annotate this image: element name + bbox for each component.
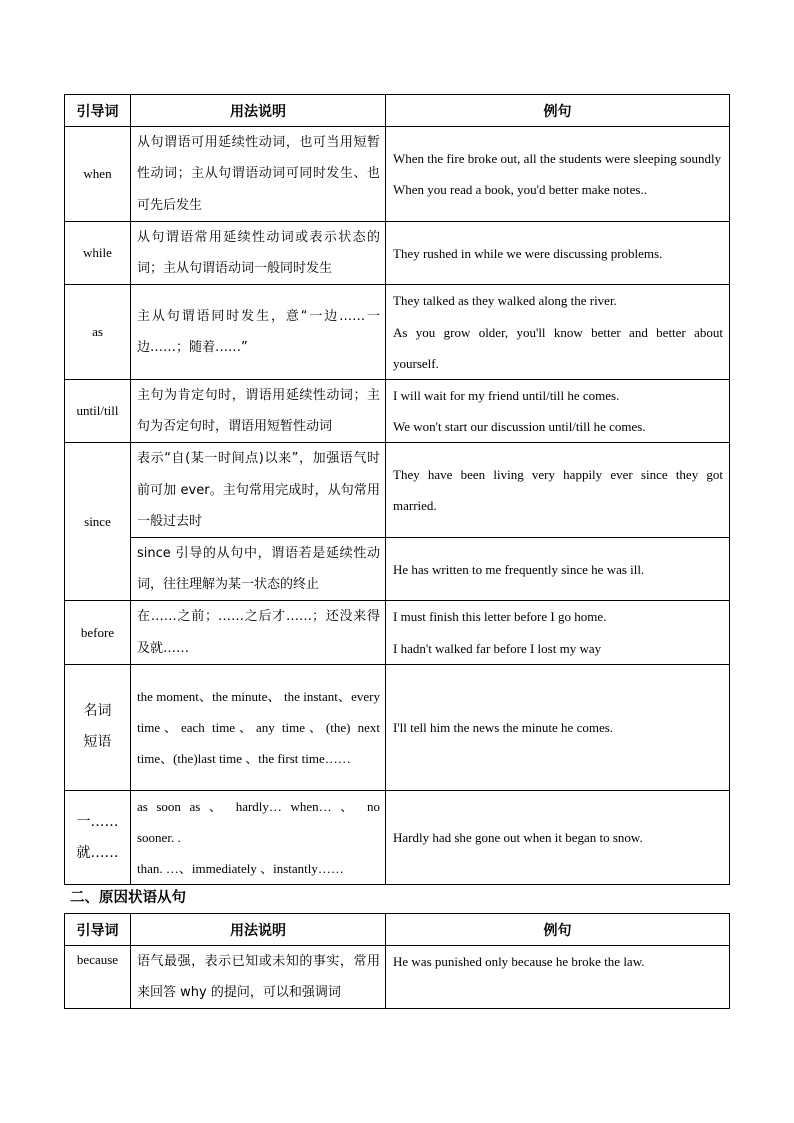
table-row <box>65 127 730 222</box>
example-sentence: He has written to me frequently since he was ill. <box>393 561 645 577</box>
usage-line: sooner. . <box>137 830 181 846</box>
example-cell <box>386 538 730 601</box>
table-row <box>65 285 730 380</box>
table-header-row <box>65 95 730 127</box>
word-cell: since <box>65 443 131 601</box>
usage-cell: 从句谓语可用延续性动词，也可当用短暂性动词；主从句谓语动词可同时发生、也可先后发生 <box>131 127 386 222</box>
conjunction-table-time <box>64 94 730 885</box>
word-cell: before <box>65 601 131 664</box>
usage-line: than. …、immediately 、instantly…… <box>137 861 344 877</box>
example-sentence: Hardly had she gone out when it began to snow. <box>393 830 643 846</box>
example-sentence: When the fire broke out, all the students were sleeping soundly <box>393 150 722 166</box>
example-sentence: I'll tell him the news the minute he comes. <box>393 719 614 735</box>
word-line: 短语 <box>83 734 112 751</box>
example-cell <box>386 222 730 285</box>
conjunction-table-reason <box>64 913 730 1009</box>
example-sentence: They rushed in while we were discussing problems. <box>393 245 663 261</box>
example-cell <box>386 790 730 885</box>
word-cell <box>65 664 131 790</box>
example-cell <box>386 601 730 664</box>
example-sentence: He was punished only because he broke the law. <box>393 954 645 969</box>
word-cell <box>65 790 131 885</box>
word-line: 一…… <box>76 813 119 830</box>
table-row <box>65 946 730 1009</box>
table-row <box>65 222 730 285</box>
usage-cell: 语气最强，表示已知或未知的事实，常用来回答 why 的提问，可以和强调词 <box>131 946 386 1009</box>
example-sentence: They have been living very happily ever since they got married. <box>393 467 723 514</box>
usage-cell: 主从句谓语同时发生，意“一边……一边……；随着……” <box>131 285 386 380</box>
word-cell: because <box>65 946 131 1009</box>
header-example: 例句 <box>386 914 730 946</box>
table-row <box>65 601 730 664</box>
word-cell: until/till <box>65 380 131 443</box>
example-cell <box>386 380 730 443</box>
table-row <box>65 664 730 790</box>
table-row <box>65 790 730 885</box>
usage-cell: the moment、the minute、 the instant、every time、each time、any time、(the) next time、(the)last time 、the first time…… <box>131 664 386 790</box>
usage-cell: since 引导的从句中，谓语若是延续性动词，往往理解为某一状态的终止 <box>131 538 386 601</box>
usage-cell: 主句为肯定句时，谓语用延续性动词；主句为否定句时，谓语用短暂性动词 <box>131 380 386 443</box>
word-line: 名词 <box>83 703 112 720</box>
header-word: 引导词 <box>65 914 131 946</box>
example-sentence: When you read a book, you'd better make notes.. <box>393 182 647 197</box>
example-sentence: I will wait for my friend until/till he comes. <box>393 388 620 404</box>
header-usage: 用法说明 <box>131 914 386 946</box>
word-line: 就…… <box>76 844 119 861</box>
example-cell <box>386 443 730 538</box>
usage-cell: 表示“自(某一时间点)以来”，加强语气时前可加 ever。主句常用完成时，从句常用一般过去时 <box>131 443 386 538</box>
usage-cell: 从句谓语常用延续性动词或表示状态的词；主从句谓语动词一般同时发生 <box>131 222 386 285</box>
usage-cell: 在……之前；……之后才……；还没来得及就…… <box>131 601 386 664</box>
example-sentence: We won't start our discussion until/till he comes. <box>393 419 646 435</box>
section-heading: 二、原因状语从句 <box>70 890 186 906</box>
example-cell <box>386 127 730 222</box>
example-sentence: I must finish this letter before I go home. <box>393 609 607 625</box>
header-usage: 用法说明 <box>131 95 386 127</box>
usage-line: as soon as 、 hardly… when… 、 no <box>137 798 380 814</box>
table-row <box>65 443 730 538</box>
header-example: 例句 <box>386 95 730 127</box>
header-word: 引导词 <box>65 95 131 127</box>
usage-cell <box>131 790 386 885</box>
table-row <box>65 538 730 601</box>
word-cell: while <box>65 222 131 285</box>
example-sentence: They talked as they walked along the river. <box>393 293 617 309</box>
example-sentence: I hadn't walked far before I lost my way <box>393 640 602 656</box>
word-cell: as <box>65 285 131 380</box>
example-cell <box>386 664 730 790</box>
example-cell <box>386 946 730 1009</box>
table-row <box>65 380 730 443</box>
word-cell: when <box>65 127 131 222</box>
example-cell <box>386 285 730 380</box>
table-header-row <box>65 914 730 946</box>
example-sentence: As you grow older, you'll know better and better about yourself. <box>393 324 723 371</box>
